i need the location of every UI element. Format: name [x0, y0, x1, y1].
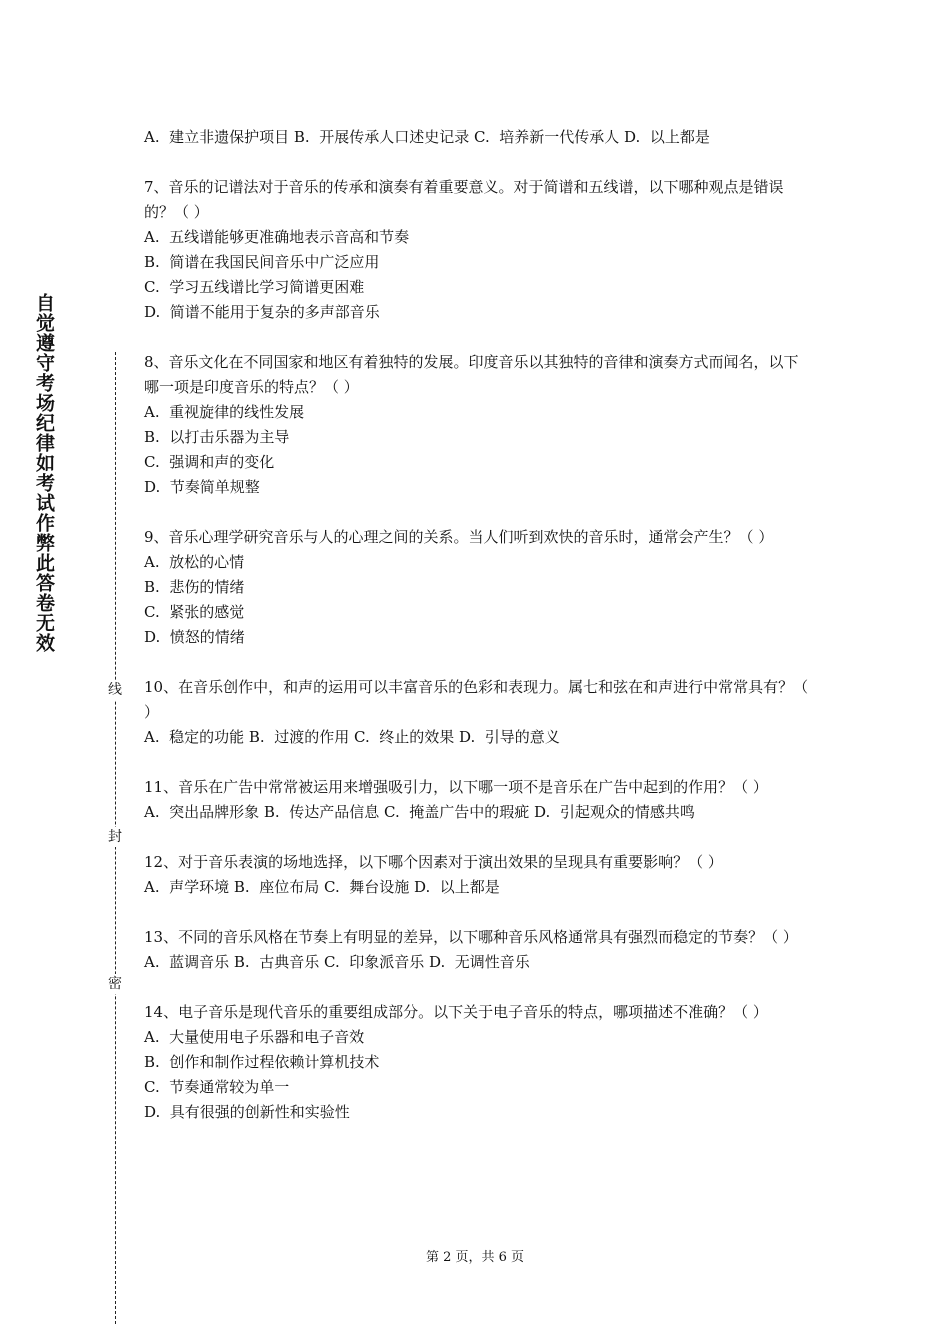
- binding-label-mi: 密: [108, 976, 122, 992]
- option: B. 以打击乐器为主导: [144, 428, 290, 446]
- option: B. 悲伤的情绪: [144, 578, 245, 596]
- question-13: [144, 925, 812, 975]
- option: A. 重视旋律的线性发展: [144, 403, 305, 421]
- question-stem: 14、电子音乐是现代音乐的重要组成部分。以下关于电子音乐的特点，哪项描述不准确？（ ）: [144, 1003, 768, 1021]
- question-8: [144, 350, 812, 500]
- binding-label-feng: 封: [108, 829, 122, 845]
- question-stem: 8、音乐文化在不同国家和地区有着独特的发展。印度音乐以其独特的音律和演奏方式而闻名，以下哪一项是印度音乐的特点？（ ）: [144, 353, 799, 396]
- question-14: [144, 1000, 812, 1125]
- option: A. 五线谱能够更准确地表示音高和节奏: [144, 228, 410, 246]
- option: C. 紧张的感觉: [144, 603, 245, 621]
- option-row: A. 突出品牌形象 B. 传达产品信息 C. 掩盖广告中的瑕疵 D. 引起观众的情感共鸣: [144, 803, 695, 821]
- option: C. 强调和声的变化: [144, 453, 275, 471]
- page-number-footer: 第 2 页，共 6 页: [425, 1250, 525, 1265]
- question-11: [144, 775, 812, 825]
- option-row: A. 蓝调音乐 B. 古典音乐 C. 印象派音乐 D. 无调性音乐: [144, 953, 530, 971]
- question-stem: 7、音乐的记谱法对于音乐的传承和演奏有着重要意义。对于简谱和五线谱，以下哪种观点是错误的？（ ）: [144, 178, 784, 221]
- binding-label-xian: 线: [108, 682, 122, 698]
- option: B. 创作和制作过程依赖计算机技术: [144, 1053, 380, 1071]
- option: A. 放松的心情: [144, 553, 245, 571]
- option: C. 学习五线谱比学习简谱更困难: [144, 278, 365, 296]
- option: D. 节奏简单规整: [144, 478, 260, 496]
- question-stem: 11、音乐在广告中常常被运用来增强吸引力，以下哪一项不是音乐在广告中起到的作用？（ ）: [144, 778, 768, 796]
- option: D. 具有很强的创新性和实验性: [144, 1103, 350, 1121]
- question-7: [144, 175, 812, 325]
- question-stem: 10、在音乐创作中，和声的运用可以丰富音乐的色彩和表现力。属七和弦在和声进行中常常具有？（ ）: [144, 678, 809, 721]
- option: D. 愤怒的情绪: [144, 628, 245, 646]
- question-content: [144, 125, 812, 1125]
- question-10: [144, 675, 812, 750]
- question-stem: 9、音乐心理学研究音乐与人的心理之间的关系。当人们听到欢快的音乐时，通常会产生？（ ）: [144, 528, 774, 546]
- option-row: A. 声学环境 B. 座位布局 C. 舞台设施 D. 以上都是: [144, 878, 500, 896]
- option: B. 简谱在我国民间音乐中广泛应用: [144, 253, 380, 271]
- question-6-options: A. 建立非遗保护项目 B. 开展传承人口述史记录 C. 培养新一代传承人 D. 以上都是: [144, 128, 710, 146]
- option-row: A. 稳定的功能 B. 过渡的作用 C. 终止的效果 D. 引导的意义: [144, 728, 560, 746]
- question-stem: 12、对于音乐表演的场地选择，以下哪个因素对于演出效果的呈现具有重要影响？（ ）: [144, 853, 723, 871]
- question-stem: 13、不同的音乐风格在节奏上有明显的差异，以下哪种音乐风格通常具有强烈而稳定的节奏？（ ）: [144, 928, 798, 946]
- option: A. 大量使用电子乐器和电子音效: [144, 1028, 365, 1046]
- option: C. 节奏通常较为单一: [144, 1078, 290, 1096]
- exam-discipline-notice: 自觉遵守考场纪律如考试作弊此答卷无效: [33, 293, 55, 653]
- question-12: [144, 850, 812, 900]
- question-9: [144, 525, 812, 650]
- option: D. 简谱不能用于复杂的多声部音乐: [144, 303, 380, 321]
